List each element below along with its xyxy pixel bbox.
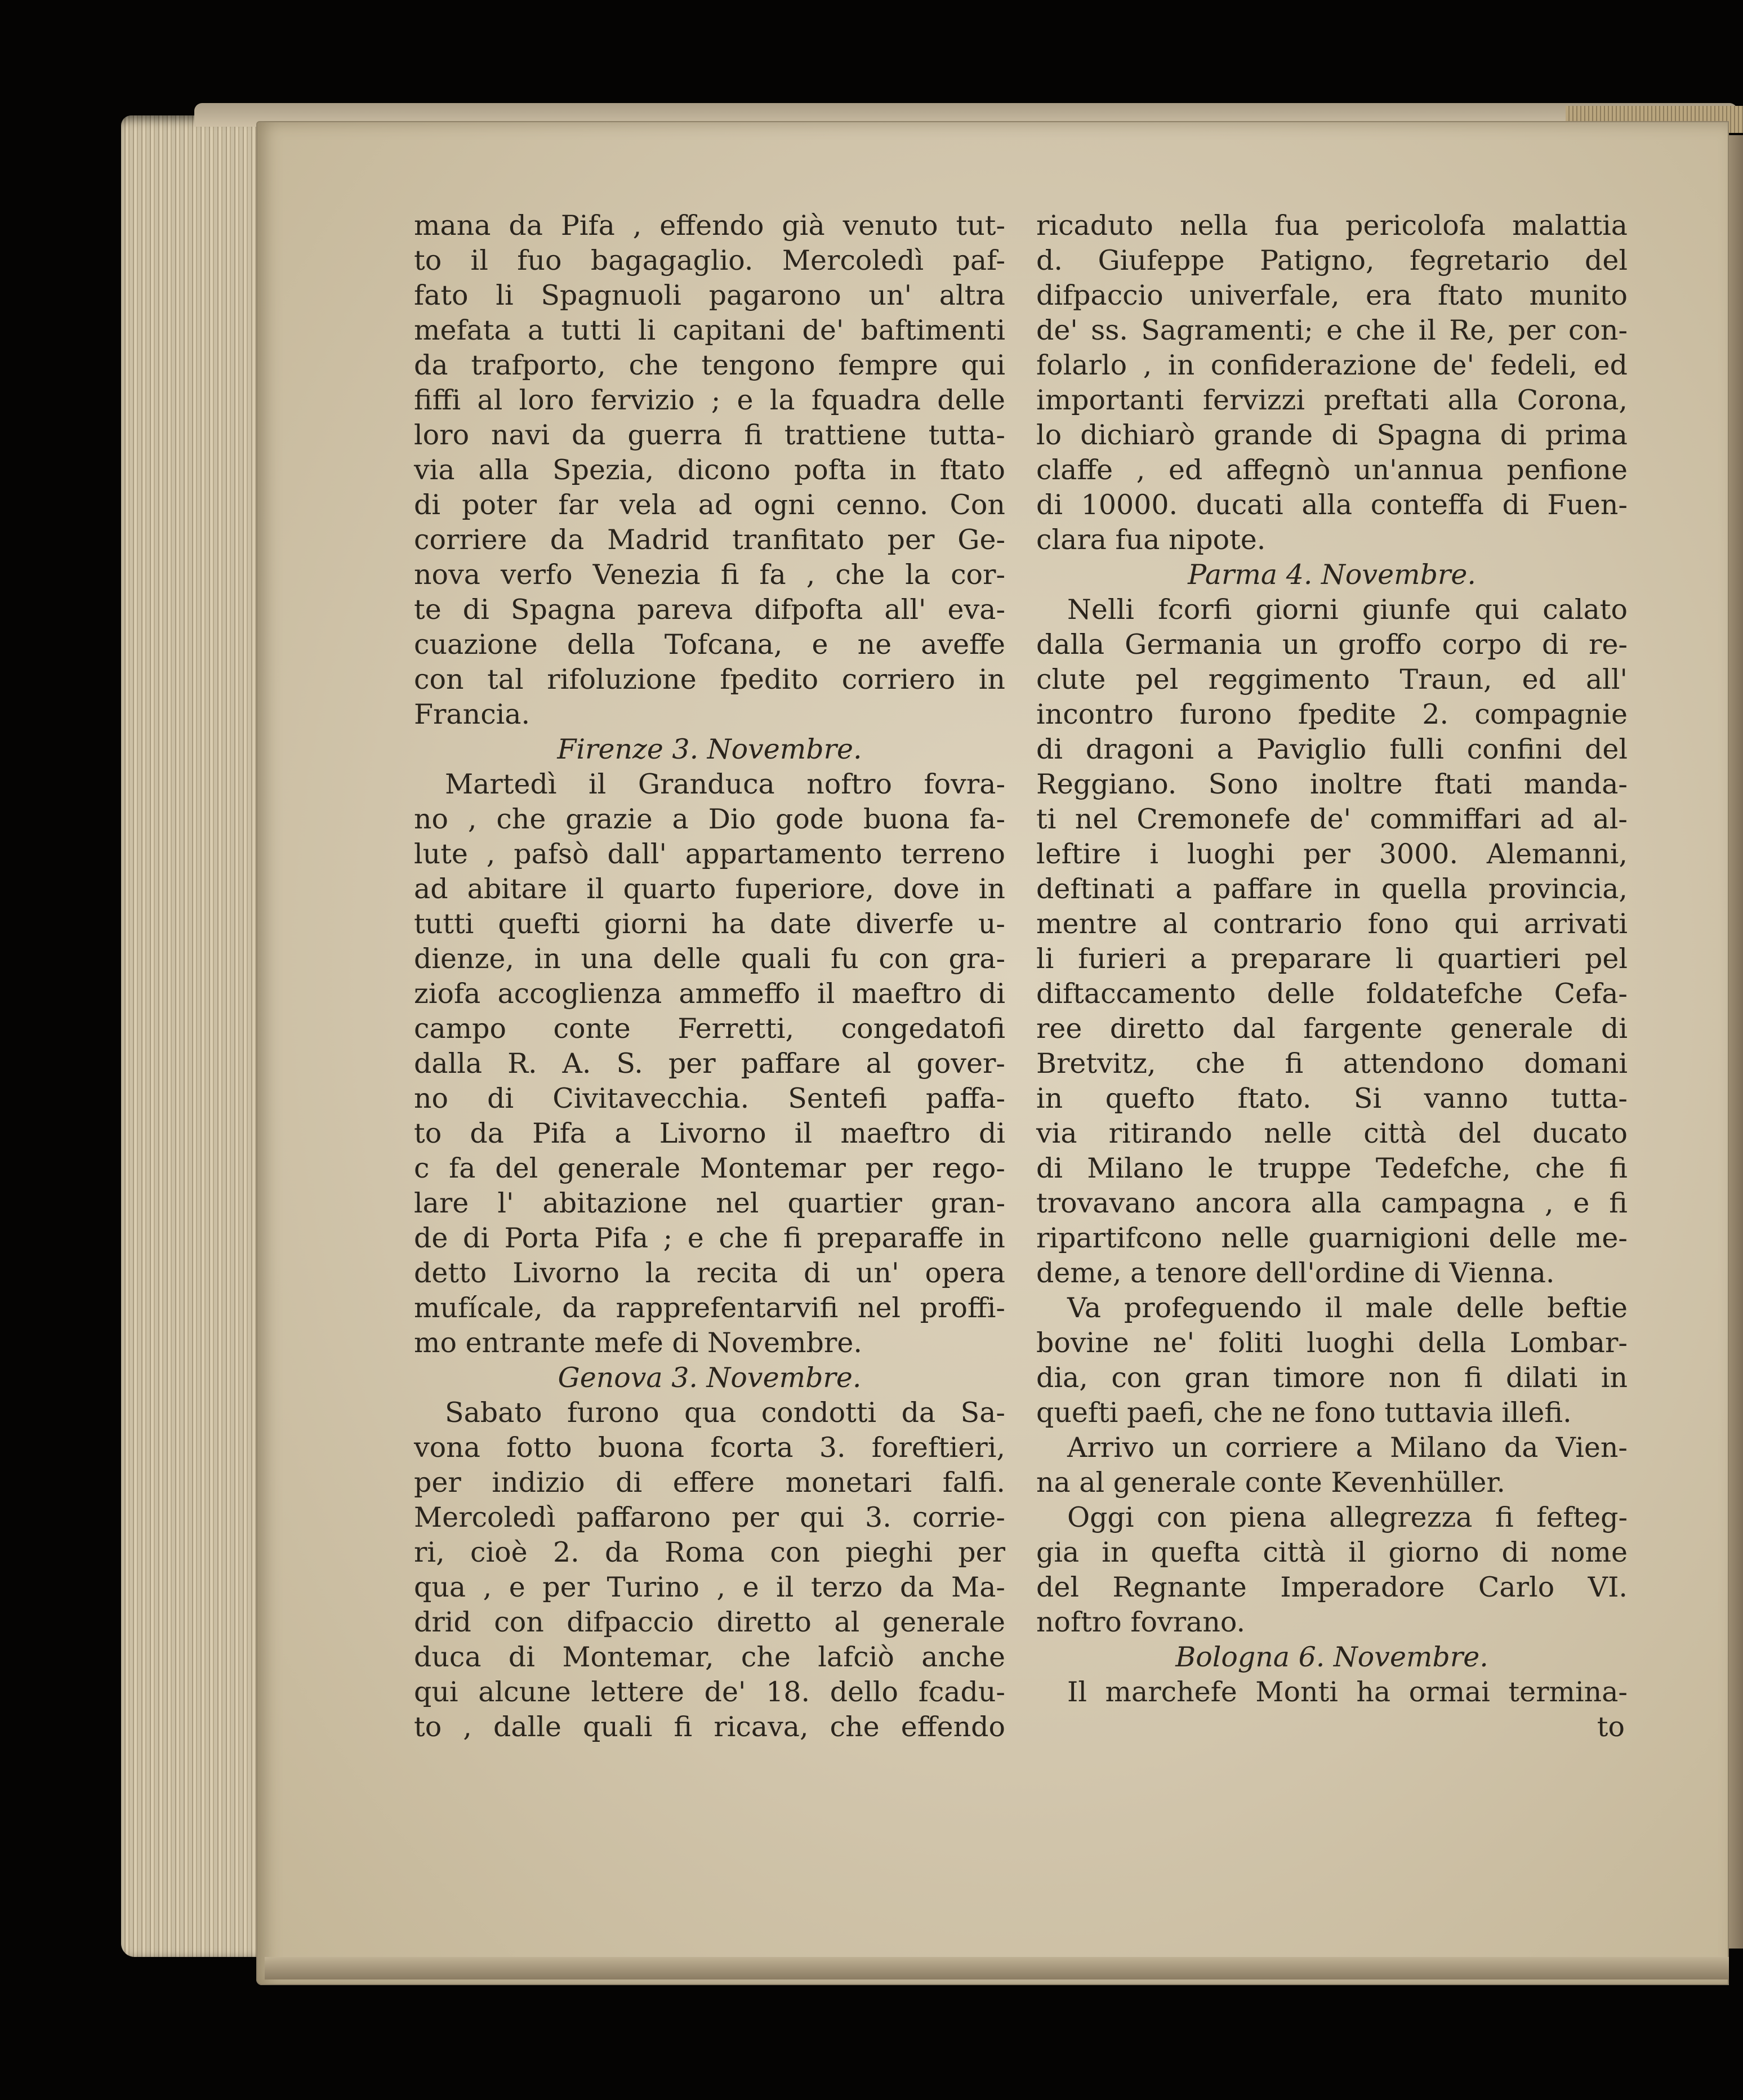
text-line: loro navi da guerra fi trattiene tutta- <box>414 419 1005 451</box>
text-line: clute pel reggimento Traun, ed all' <box>1036 663 1628 695</box>
text-line: to il fuo bagagaglio. Mercoledì paf- <box>414 244 1005 277</box>
text-line: da trafporto, che tengono fempre qui <box>414 349 1005 381</box>
text-line: detto Livorno la recita di un' opera <box>414 1257 1005 1289</box>
text-line: ziofa accoglienza ammeffo il maeftro di <box>414 978 1005 1010</box>
text-line: in quefto ftato. Si vanno tutta- <box>1036 1082 1628 1114</box>
text-line: via ritirando nelle città del ducato <box>1036 1117 1628 1149</box>
text-line: ri, cioè 2. da Roma con pieghi per <box>414 1536 1005 1568</box>
text-line: no , che grazie a Dio gode buona fa- <box>414 803 1005 835</box>
text-line: di Milano le truppe Tedefche, che fi <box>1036 1152 1628 1184</box>
dateline-firenze: Firenze 3. Novembre. <box>557 733 862 765</box>
dateline-bologna: Bologna 6. Novembre. <box>1175 1641 1488 1673</box>
text-line: dia, con gran timore non fi dilati in <box>1036 1362 1628 1394</box>
text-line: fiffi al loro fervizio ; e la fquadra delle <box>414 384 1005 416</box>
text-line: ripartifcono nelle guarnigioni delle me- <box>1036 1222 1628 1254</box>
text-line: mefata a tutti li capitani de' baftimenti <box>414 314 1005 346</box>
text-line: drid con difpaccio diretto al generale <box>414 1606 1005 1638</box>
text-line: importanti fervizzi preftati alla Corona, <box>1036 384 1628 416</box>
text-line: duca di Montemar, che lafciò anche <box>414 1641 1005 1673</box>
text-line: dalla Germania un groffo corpo di re- <box>1036 628 1628 661</box>
text-line: quefti paefi, che ne fono tuttavia illefi. <box>1036 1397 1572 1429</box>
text-line: di 10000. ducati alla conteffa di Fuen- <box>1036 489 1628 521</box>
text-line: difpaccio univerfale, era ftato munito <box>1036 279 1628 311</box>
text-line: ad abitare il quarto fuperiore, dove in <box>414 873 1005 905</box>
text-line: deftinati a paffare in quella provincia, <box>1036 873 1628 905</box>
text-line: via alla Spezia, dicono pofta in ftato <box>414 454 1005 486</box>
text-line: qui alcune lettere de' 18. dello fcadu- <box>414 1676 1005 1708</box>
text-line: del Regnante Imperadore Carlo VI. <box>1036 1571 1628 1603</box>
text-line: ti nel Cremonefe de' commiffari ad al- <box>1036 803 1628 835</box>
text-line: mana da Pifa , effendo già venuto tut- <box>414 209 1005 242</box>
text-line: Bretvitz, che fi attendono domani <box>1036 1047 1628 1080</box>
text-line: ricaduto nella fua pericolofa malattia <box>1036 209 1628 242</box>
right-column <box>1036 208 1628 1745</box>
text-line: fato li Spagnuoli pagarono un' altra <box>414 279 1005 311</box>
text-line: noftro fovrano. <box>1036 1606 1246 1638</box>
book-page-stack <box>121 115 273 1957</box>
text-line: lo dichiarò grande di Spagna di prima <box>1036 419 1628 451</box>
text-line: claffe , ed affegnò un'annua penfione <box>1036 454 1628 486</box>
text-line: di dragoni a Paviglio fulli confini del <box>1036 733 1628 765</box>
text-line: Arrivo un corriere a Milano da Vien- <box>1067 1432 1628 1464</box>
text-line: Mercoledì paffarono per qui 3. corrie- <box>414 1501 1005 1533</box>
text-line: campo conte Ferretti, congedatofi <box>414 1013 1005 1045</box>
text-line: c fa del generale Montemar per rego- <box>414 1152 1005 1184</box>
text-line: mo entrante mefe di Novembre. <box>414 1327 862 1359</box>
text-line: clara fua nipote. <box>1036 524 1266 556</box>
text-line: de' ss. Sagramenti; e che il Re, per con- <box>1036 314 1628 346</box>
text-line: Martedì il Granduca noftro fovra- <box>445 768 1005 800</box>
text-line: deme, a tenore dell'ordine di Vienna. <box>1036 1257 1555 1289</box>
dateline-genova: Genova 3. Novembre. <box>558 1362 862 1394</box>
text-line: Va profeguendo il male delle beftie <box>1067 1292 1628 1324</box>
text-line: mentre al contrario fono qui arrivati <box>1036 908 1628 940</box>
text-line: na al generale conte Kevenhüller. <box>1036 1466 1505 1499</box>
text-line: no di Civitavecchia. Sentefi paffa- <box>414 1082 1005 1114</box>
text-line: to da Pifa a Livorno il maeftro di <box>414 1117 1005 1149</box>
text-line: nova verfo Venezia fi fa , che la cor- <box>414 559 1005 591</box>
text-line: dienze, in una delle quali fu con gra- <box>414 943 1005 975</box>
text-line: incontro furono fpedite 2. compagnie <box>1036 698 1628 730</box>
text-line: Reggiano. Sono inoltre ftati manda- <box>1036 768 1628 800</box>
text-line: di poter far vela ad ogni cenno. Con <box>414 489 1005 521</box>
text-line: to , dalle quali fi ricava, che effendo <box>414 1711 1005 1743</box>
text-line: per indizio di effere monetari falfi. <box>414 1466 1005 1499</box>
text-line: d. Giufeppe Patigno, fegretario del <box>1036 244 1628 277</box>
text-line: leftire i luoghi per 3000. Alemanni, <box>1036 838 1628 870</box>
text-line: mufícale, da rapprefentarvifi nel proffi- <box>414 1292 1005 1324</box>
text-line: gia in quefta città il giorno di nome <box>1036 1536 1628 1568</box>
text-line: trovavano ancora alla campagna , e fi <box>1036 1187 1628 1219</box>
text-line: Il marchefe Monti ha ormai termina- <box>1067 1676 1628 1708</box>
text-line: Sabato furono qua condotti da Sa- <box>445 1397 1005 1429</box>
text-line: li furieri a preparare li quartieri pel <box>1036 943 1628 975</box>
text-line: Oggi con piena allegrezza fi fefteg- <box>1067 1501 1628 1533</box>
text-line: tutti quefti giorni ha date diverfe u- <box>414 908 1005 940</box>
text-line: Francia. <box>414 698 531 730</box>
page-bottom-edge <box>265 1957 1729 1979</box>
text-line: corriere da Madrid tranfitato per Ge- <box>414 524 1005 556</box>
dateline-parma: Parma 4. Novembre. <box>1188 559 1476 591</box>
text-line: lute , pafsò dall' appartamento terreno <box>414 838 1005 870</box>
text-line: Nelli fcorfi giorni giunfe qui calato <box>1067 594 1628 626</box>
left-column <box>414 208 1005 1745</box>
text-line: bovine ne' foliti luoghi della Lombar- <box>1036 1327 1628 1359</box>
text-line: de di Porta Pifa ; e che fi preparaffe in <box>414 1222 1005 1254</box>
text-line: qua , e per Turino , e il terzo da Ma- <box>414 1571 1005 1603</box>
text-line: cuazione della Tofcana, e ne aveffe <box>414 628 1005 661</box>
text-line: con tal rifoluzione fpedito corriero in <box>414 663 1005 695</box>
text-line: te di Spagna pareva difpofta all' eva- <box>414 594 1005 626</box>
text-line: vona fotto buona fcorta 3. foreftieri, <box>414 1432 1005 1464</box>
text-line: diftaccamento delle foldatefche Cefa- <box>1036 978 1628 1010</box>
text-line: folarlo , in confiderazione de' fedeli, ed <box>1036 349 1628 381</box>
catchword: to <box>1597 1711 1625 1743</box>
text-line: lare l' abitazione nel quartier gran- <box>414 1187 1005 1219</box>
text-line: dalla R. A. S. per paffare al gover- <box>414 1047 1005 1080</box>
text-line: ree diretto dal fargente generale di <box>1036 1013 1628 1045</box>
